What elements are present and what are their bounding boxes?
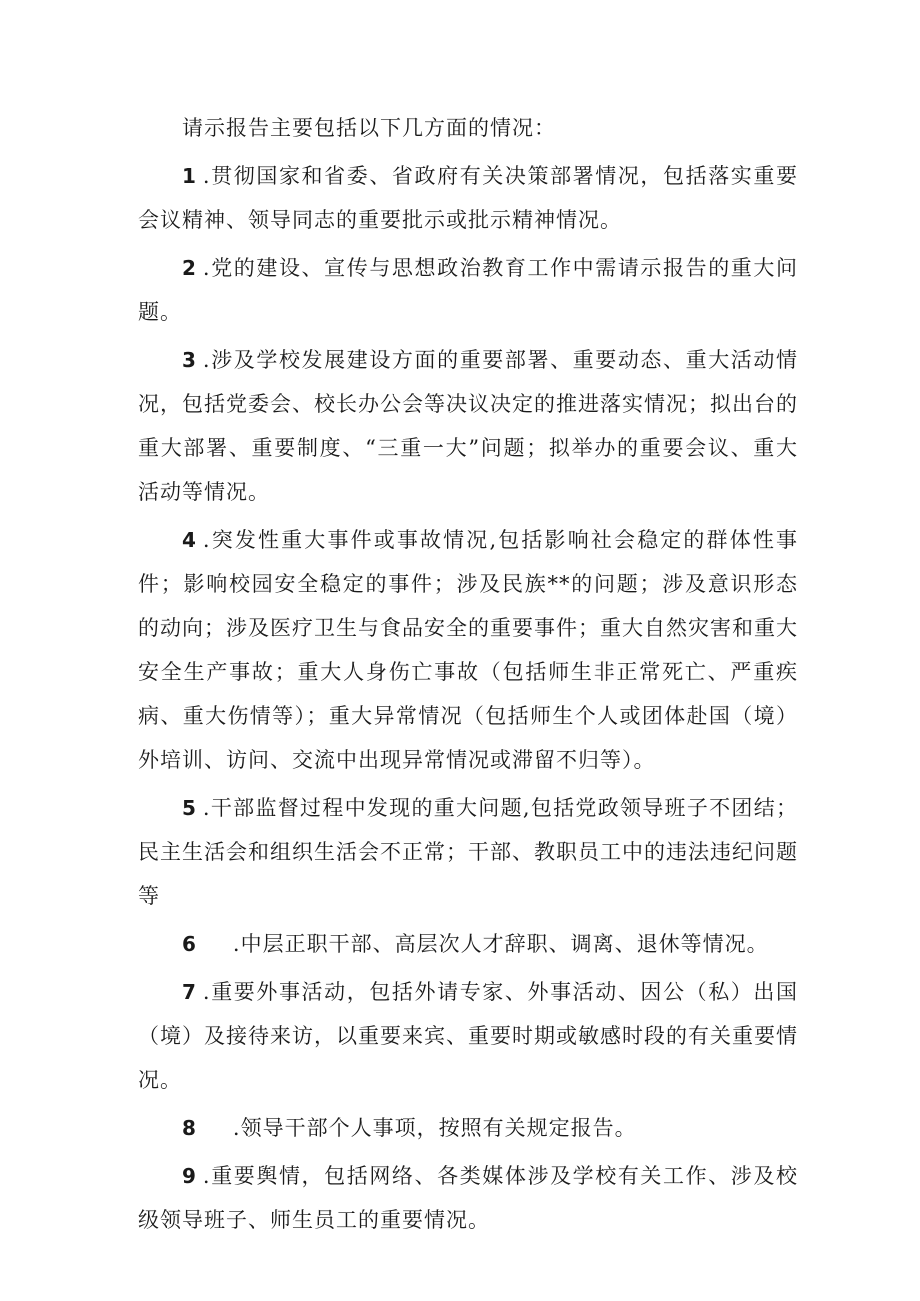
list-item	[138, 1154, 798, 1242]
item-number: 1	[182, 164, 197, 188]
item-number: 9	[182, 1164, 197, 1188]
list-item	[138, 970, 798, 1102]
item-number: 2	[182, 256, 197, 280]
item-number: 6	[182, 932, 197, 956]
item-text: .领导干部个人事项，按照有关规定报告。	[232, 1116, 637, 1140]
item-text: .党的建设、宣传与思想政治教育工作中需请示报告的重大问题。	[138, 256, 798, 324]
item-number: 7	[182, 980, 197, 1004]
intro-paragraph: 请示报告主要包括以下几方面的情况：	[182, 116, 556, 140]
list-item	[138, 518, 798, 782]
list-item	[138, 922, 798, 966]
item-text: .突发性重大事件或事故情况,包括影响社会稳定的群体性事件；影响校园安全稳定的事件；涉及民族**的问题；涉及意识形态的动向；涉及医疗卫生与食品安全的重要事件；重大自然灾害和重大安全生产事故；重大人身伤亡事故（包括师生非正常死亡、严重疾病、重大伤情等）；重大异常情况（包括师生个人或团体赴国（境）外培训、访问、交流中出现异常情况或滞留不归等）。	[138, 528, 798, 772]
list-item	[138, 154, 798, 242]
item-text: .贯彻国家和省委、省政府有关决策部署情况，包括落实重要会议精神、领导同志的重要批示或批示精神情况。	[138, 164, 798, 232]
item-number: 5	[182, 796, 197, 820]
list-item	[138, 786, 798, 918]
item-text: .涉及学校发展建设方面的重要部署、重要动态、重大活动情况，包括党委会、校长办公会等决议决定的推进落实情况；拟出台的重大部署、重要制度、“三重一大”问题；拟举办的重要会议、重大活动等情况。	[138, 348, 798, 504]
document-body	[138, 106, 798, 1246]
item-number: 8	[182, 1116, 197, 1140]
item-text: .重要外事活动，包括外请专家、外事活动、因公（私）出国（境）及接待来访，以重要来宾、重要时期或敏感时段的有关重要情况。	[138, 980, 798, 1092]
list-item	[138, 246, 798, 334]
list-item	[138, 1106, 798, 1150]
item-number: 3	[182, 348, 197, 372]
item-text: .重要舆情，包括网络、各类媒体涉及学校有关工作、涉及校级领导班子、师生员工的重要情况。	[138, 1164, 798, 1232]
list-item	[138, 338, 798, 514]
item-number: 4	[182, 528, 197, 552]
item-text: .中层正职干部、高层次人才辞职、调离、退休等情况。	[232, 932, 769, 956]
item-text: .干部监督过程中发现的重大问题,包括党政领导班子不团结；民主生活会和组织生活会不正常；干部、教职员工中的违法违纪问题等	[138, 796, 798, 908]
